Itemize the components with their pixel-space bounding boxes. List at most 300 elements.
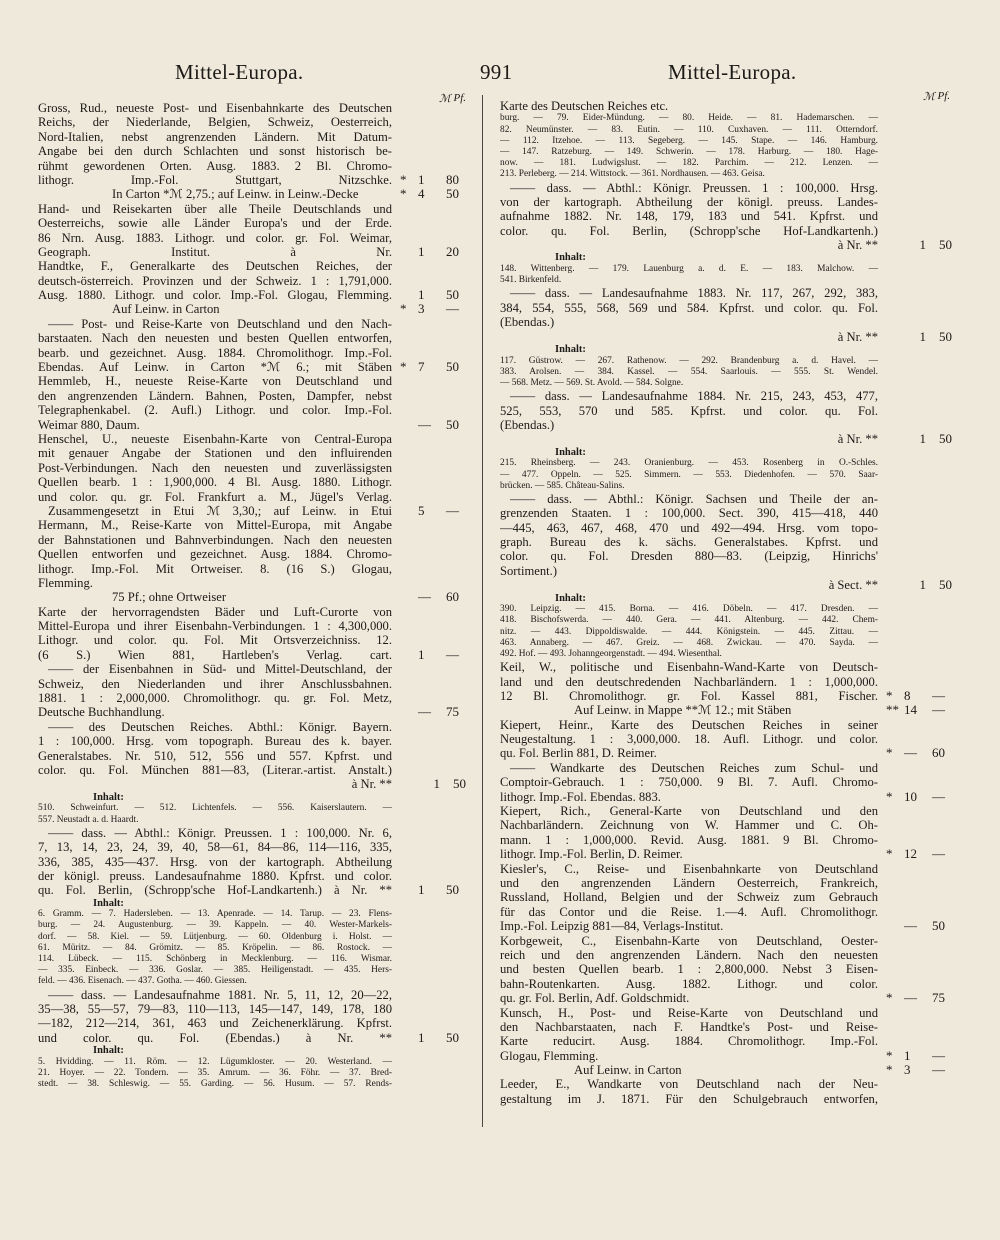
- entry-text: color. qu. Fol. Dresden 880—83. (Leipzig, Hinrichs': [500, 549, 878, 564]
- entry-line: [500, 432, 952, 446]
- contents-label: Inhalt:: [555, 252, 586, 264]
- contents-label: Inhalt:: [555, 446, 586, 458]
- contents-line: [38, 943, 466, 954]
- price: [394, 777, 466, 791]
- right-entries: [500, 99, 952, 1106]
- entry-text: Glogau, Flemming.: [500, 1048, 599, 1063]
- entry-text: — 335. Einbeck. — 336. Goslar. — 385. Heiligenstadt. — 435. Hers-: [38, 965, 392, 976]
- entry-line: [500, 962, 952, 976]
- pf-label: Pf.: [453, 92, 466, 104]
- entry-text: mit genauer Angabe der Stationen und den influirenden: [38, 446, 392, 461]
- price: [394, 187, 466, 201]
- entry-line: [500, 732, 952, 746]
- price-mark-value: 1: [433, 777, 440, 792]
- price-pf-value: 50: [446, 288, 459, 303]
- entry-text: qu. gr. Fol. Berlin, Adf. Goldschmidt.: [500, 991, 690, 1006]
- contents-line: [38, 803, 466, 814]
- entry-text: 525, 553, 570 und 585. Kpfrst. und color. qu. Fol.: [500, 403, 878, 418]
- entry-text: Keil, W., politische und Eisenbahn-Wand-Karte von Deutsch-: [500, 660, 878, 675]
- entry-text: 336, 385, 435—437. Hrsg. von der kartograph. Abtheilung: [38, 854, 392, 869]
- entry-text: Reichs, der Niederlande, Belgien, Schweiz, Oesterreich,: [38, 115, 392, 130]
- price: [394, 288, 466, 302]
- entry-text: 418. Bischofswerda. — 440. Gera. — 441. Altenburg. — 442. Chem-: [500, 615, 878, 626]
- price-mark-value: 1: [418, 288, 425, 303]
- entry-line: [500, 675, 952, 689]
- entry-text: 390. Leipzig. — 415. Borna. — 416. Döbeln. — 417. Dresden. —: [500, 604, 878, 615]
- entry-text: und color. qu. gr. Fol. Frankfurt a. M., Jügel's Verlag.: [38, 489, 392, 504]
- entry-line: [38, 259, 466, 273]
- entry-line: [38, 869, 466, 883]
- entry-line: [500, 224, 952, 238]
- price-mark-value: —: [904, 919, 917, 934]
- entry-text: lithogr. Imp.-Fol. Mit Ortweiser. 8. (16 S.) Glogau,: [38, 561, 392, 576]
- entry-line: [38, 1016, 466, 1030]
- entry-text: —— dass. — Landesaufnahme 1881. Nr. 5, 11, 12, 20—22,: [48, 987, 392, 1002]
- entry-text: lithogr. Imp.-Fol. Ebendas. 883.: [500, 789, 661, 804]
- price-mark: *: [886, 1063, 893, 1078]
- price-mark-value: 10: [904, 789, 917, 804]
- entry-text: Karte reducirt. Ausg. 1884. Chromolithogr. Imp.-Fol.: [500, 1034, 878, 1049]
- entry-line: [38, 633, 466, 647]
- entry-line: [500, 492, 952, 506]
- entry-text: 510. Schweinfurt. — 512. Lichtenfels. — 556. Kaiserslautern. —: [38, 803, 392, 814]
- entry-text: —— dass. — Abthl.: Königr. Sachsen und Theile der an-: [510, 491, 878, 506]
- entry-text: stedt. — 38. Schleswig. — 55. Garding. — 56. Husum. — 57. Rends-: [38, 1079, 392, 1090]
- price-pf-value: 50: [446, 360, 459, 375]
- price-pf-value: 20: [446, 244, 459, 259]
- price: [394, 883, 466, 897]
- entry-text: à Nr. **: [837, 329, 878, 344]
- entry-line: [38, 749, 466, 763]
- price-mark-value: —: [904, 991, 917, 1006]
- pf-label: Pf.: [937, 90, 950, 102]
- contents-label: Inhalt:: [93, 897, 124, 909]
- entry-text: 61. Müritz. — 84. Grömitz. — 85. Kröpelin. — 86. Rostock. —: [38, 942, 392, 953]
- entry-text: Kiepert, Rich., General-Karte von Deutschland und den: [500, 804, 878, 819]
- entry-text: lithogr. Imp.-Fol. Stuttgart, Nitzschke.: [38, 172, 392, 187]
- entry-text: Telegraphenkabel. (2. Aufl.) Lithogr. und color. Imp.-Fol.: [38, 403, 392, 418]
- entry-text: und besten Quellen bearb. 1 : 2,800,000. Nebst 3 Eisen-: [500, 962, 878, 977]
- contents-line: [500, 367, 952, 378]
- contents-label: Inhalt:: [555, 592, 586, 604]
- entry-text: Karte der hervorragendsten Bäder und Luft-Curorte von: [38, 604, 392, 619]
- entry-line: [38, 331, 466, 345]
- entry-line: [38, 374, 466, 388]
- price-mark-value: —: [418, 705, 431, 720]
- entry-text: In Carton *ℳ 2,75.; auf Leinw. in Leinw.-Decke: [112, 187, 359, 202]
- entry-line: [500, 1049, 952, 1063]
- entry-text: qu. Fol. Berlin, (Schropp'sche Hof-Landkartenh.) à Nr. **: [38, 883, 392, 898]
- page-number: 991: [480, 60, 513, 84]
- entry-line: [500, 703, 952, 717]
- entry-line: [500, 578, 952, 592]
- entry-line: [38, 562, 466, 576]
- entry-text: den angrenzenden Ländern. Bahnen, Posten, Dampfer, nebst: [38, 388, 392, 403]
- entry-text: 117. Güstrow. — 267. Rathenow. — 292. Brandenburg a. d. Havel. —: [500, 355, 878, 366]
- entry-text: mann. 1 : 1,000,000. Revid. Ausg. 1881. 9 Bl. Chromo-: [500, 832, 878, 847]
- entry-line: [500, 301, 952, 315]
- entry-line: [38, 101, 466, 115]
- entry-line: [38, 662, 466, 676]
- entry-line: [38, 389, 466, 403]
- entry-text: barstaaten. Nach den neuesten und besten Quellen entworfen,: [38, 331, 392, 346]
- price: [394, 1031, 466, 1045]
- entry-text: reich und den angrenzenden Ländern. Nach den neuesten: [500, 947, 878, 962]
- entry-text: —— dass. — Landesaufnahme 1884. Nr. 215, 243, 453, 477,: [510, 389, 878, 404]
- entry-text: 35—38, 55—57, 79—83, 110—113, 145—147, 149, 178, 180: [38, 1001, 392, 1016]
- entry-text: 148. Wittenberg. — 179. Lauenburg a. d. E. — 183. Malchow. —: [500, 264, 878, 275]
- entry-line: [38, 346, 466, 360]
- entry-text: 215. Rheinsberg. — 243. Oranienburg. — 453. Rosenberg in O.-Schles.: [500, 458, 878, 469]
- price: [394, 360, 466, 374]
- entry-line: [500, 919, 952, 933]
- entry-text: Nord-Italien, nebst angrenzenden Ländern. Mit Datum-: [38, 129, 392, 144]
- entry-line: [38, 734, 466, 748]
- entry-text: Kiesler's, C., Reise- und Eisenbahnkarte von Deutschland: [500, 861, 878, 876]
- entry-text: Gross, Rud., neueste Post- und Eisenbahnkarte des Deutschen: [38, 101, 392, 115]
- price-mark-value: 1: [919, 578, 926, 593]
- entry-line: [38, 988, 466, 1002]
- entry-line: [500, 549, 952, 563]
- entry-text: 213. Perleberg. — 214. Wittstock. — 361. Nordhausen. — 463. Geisa.: [500, 169, 765, 180]
- right-column: [500, 90, 952, 1106]
- entry-text: —— dass. — Abthl.: Königr. Preussen. 1 : 100,000. Nr. 6,: [48, 825, 392, 840]
- entry-text: gestaltung im J. 1871. Für den Schulgebrauch entworfen,: [500, 1091, 878, 1106]
- entry-line: [38, 159, 466, 173]
- entry-line: [38, 475, 466, 489]
- contents-label: Inhalt:: [93, 791, 124, 803]
- price: [880, 238, 952, 252]
- entry-line: [500, 876, 952, 890]
- entry-line: [500, 286, 952, 300]
- entry-line: [500, 948, 952, 962]
- entry-text: Deutsche Buchhandlung.: [38, 705, 165, 720]
- price: [880, 919, 952, 933]
- price-mark: *: [886, 1048, 893, 1063]
- price-pf-value: —: [932, 1063, 945, 1078]
- contents-line: [500, 649, 952, 660]
- price: [394, 648, 466, 662]
- entry-text: von der kartograph. Abtheilung der königl. preuss. Landes-: [500, 194, 878, 209]
- entry-text: Henschel, U., neueste Eisenbahn-Karte von Central-Europa: [38, 431, 392, 446]
- price-mark-value: 3: [904, 1063, 911, 1078]
- entry-text: feld. — 436. Eisenach. — 437. Gotha. — 460. Giessen.: [38, 976, 247, 987]
- entry-line: [500, 689, 952, 703]
- entry-line: [500, 833, 952, 847]
- entry-line: [500, 330, 952, 344]
- price-column-header: [500, 90, 950, 103]
- entry-text: graph. Bureau des k. sächs. Generalstabes. Kpfrst. und: [500, 535, 878, 550]
- entry-text: 541. Birkenfeld.: [500, 275, 562, 286]
- price-pf-value: 75: [932, 991, 945, 1006]
- entry-line: [500, 818, 952, 832]
- price-pf-value: 60: [446, 590, 459, 605]
- price-mark: *: [400, 172, 407, 187]
- price-pf-value: 50: [932, 919, 945, 934]
- contents-line: [500, 136, 952, 147]
- entry-text: 21. Hoyer. — 22. Tondern. — 35. Amrum. — 36. Föhr. — 37. Bred-: [38, 1067, 392, 1078]
- price-pf-value: 75: [446, 705, 459, 720]
- entry-line: [38, 115, 466, 129]
- entry-text: land und den deutschredenden Nachbarländern. 1 : 1,000,000.: [500, 674, 878, 689]
- entry-line: [38, 202, 466, 216]
- price-mark: *: [886, 991, 893, 1006]
- entry-line: [38, 432, 466, 446]
- contents-line: [38, 954, 466, 965]
- entry-text: —— dass. — Landesaufnahme 1883. Nr. 117, 267, 292, 383,: [510, 286, 878, 301]
- entry-line: [38, 518, 466, 532]
- entry-text: — 477. Oppeln. — 525. Simmern. — 553. Diedenhofen. — 570. Saar-: [500, 469, 878, 480]
- entry-text: Mittel-Europa und ihrer Eisenbahn-Verbindungen. 1 : 4,300,000.: [38, 619, 392, 634]
- contents-line: [38, 815, 466, 826]
- entry-line: [500, 238, 952, 252]
- price: [880, 432, 952, 446]
- entry-text: — 112. Itzehoe. — 113. Segeberg. — 145. Stape. — 146. Hamburg.: [500, 135, 878, 146]
- contents-line: [500, 627, 952, 638]
- price-mark-value: 14: [904, 703, 917, 718]
- contents-label: Inhalt:: [555, 344, 586, 355]
- entry-line: [500, 775, 952, 789]
- entry-text: —— dass. — Abthl.: Königr. Preussen. 1 : 100,000. Hrsg.: [510, 180, 878, 195]
- price-mark-value: 4: [418, 187, 425, 202]
- entry-line: [500, 1063, 952, 1077]
- entry-line: [500, 564, 952, 578]
- price-pf-value: 50: [446, 883, 459, 898]
- price-pf-value: 50: [446, 1030, 459, 1045]
- contents-line: [38, 965, 466, 976]
- price-mark-value: 3: [418, 302, 425, 317]
- entry-line: [38, 317, 466, 331]
- price-pf-value: 50: [939, 329, 952, 344]
- price: [880, 847, 952, 861]
- entry-line: [38, 446, 466, 460]
- price-mark-value: 1: [904, 1048, 911, 1063]
- contents-line: [500, 158, 952, 169]
- entry-line: [500, 389, 952, 403]
- entry-text: —182, 212—214, 361, 463 und Zeichenerklärung. Kpfrst.: [38, 1016, 392, 1031]
- entry-text: Quellen entworfen und gezeichnet. Ausg. 1884. Chromo-: [38, 547, 392, 562]
- entry-line: [38, 1031, 466, 1045]
- entry-line: [500, 862, 952, 876]
- entry-text: Hemmleb, H., neueste Reise-Karte von Deutschland und: [38, 374, 392, 389]
- contents-line: [38, 1057, 466, 1068]
- entry-line: [500, 977, 952, 991]
- entry-line: [500, 660, 952, 674]
- entry-text: Auf Leinw. in Mappe **ℳ 12.; mit Stäben: [574, 703, 792, 718]
- entry-text: 5. Hvidding. — 11. Röm. — 12. Lügumkloster. — 20. Westerland. —: [38, 1056, 392, 1067]
- price: [394, 302, 466, 316]
- entry-line: [500, 790, 952, 804]
- entry-text: der königl. preuss. Landesaufnahme 1880. Kpfrst. und color.: [38, 868, 392, 883]
- entry-line: [38, 705, 466, 719]
- price: [394, 245, 466, 259]
- contents-line: [500, 481, 952, 492]
- entry-line: [38, 403, 466, 417]
- entry-line: [38, 547, 466, 561]
- entry-text: —— der Eisenbahnen in Süd- und Mittel-Deutschland, der: [48, 662, 392, 677]
- entry-text: 383. Arolsen. — 384. Kassel. — 554. Saarlouis. — 555. St. Wendel.: [500, 366, 878, 377]
- price-mark-value: —: [904, 746, 917, 761]
- entry-line: [500, 1092, 952, 1106]
- entry-line: [500, 404, 952, 418]
- entry-text: aufnahme 1882. Nr. 148, 179, 183 und 541. Kpfrst. und: [500, 209, 878, 224]
- entry-text: Angabe bei den durch Schlachten und sonst historisch be-: [38, 144, 392, 159]
- entry-text: burg. — 79. Eider-Mündung. — 80. Heide. — 81. Hademarschen. —: [500, 113, 878, 124]
- entry-line: [38, 1002, 466, 1016]
- entry-line: [38, 720, 466, 734]
- contents-line: [500, 264, 952, 275]
- running-head-left: Mittel-Europa.: [175, 60, 304, 84]
- entry-line: [500, 847, 952, 861]
- entry-text: — 568. Metz. — 569. St. Avold. — 584. Solgne.: [500, 377, 684, 388]
- column-divider: [482, 95, 483, 1127]
- entry-line: [38, 360, 466, 374]
- price-mark: *: [400, 360, 407, 375]
- entry-text: 557. Neustadt a. d. Haardt.: [38, 814, 139, 825]
- entry-text: Neugestaltung. 1 : 3,000,000. 18. Aufl. Lithogr. und color.: [500, 732, 878, 747]
- entry-line: [38, 245, 466, 259]
- contents-line: [500, 169, 952, 180]
- entry-line: [500, 905, 952, 919]
- entry-text: à Sect. **: [828, 578, 878, 593]
- entry-text: Hand- und Reisekarten über alle Theile Deutschlands und: [38, 201, 392, 216]
- price-mark: *: [886, 789, 893, 804]
- contents-line: [500, 113, 952, 124]
- entry-line: [38, 883, 466, 897]
- entry-text: Sortiment.): [500, 563, 558, 578]
- entry-text: 6. Gramm. — 7. Hadersleben. — 13. Apenrade. — 14. Tarup. — 23. Flens-: [38, 909, 392, 920]
- mark-symbol: ℳ: [922, 91, 935, 103]
- price-mark-value: 12: [904, 847, 917, 862]
- entry-text: Post-Verbindungen. Nach den neuesten und zuverlässigsten: [38, 460, 392, 475]
- price-mark: *: [886, 688, 893, 703]
- entry-text: 384, 554, 555, 568, 569 und 584. Kpfrst. und color. qu. Fol.: [500, 300, 878, 315]
- entry-text: 7, 13, 14, 23, 24, 39, 40, 58—61, 84—86, 114—116, 335,: [38, 840, 392, 855]
- contents-label: Inhalt:: [93, 1045, 124, 1057]
- entry-text: Leeder, E., Wandkarte von Deutschland nach der Neu-: [500, 1077, 878, 1092]
- entry-text: — 147. Ratzeburg. — 149. Schwerin. — 178. Harburg. — 180. Hage-: [500, 146, 878, 157]
- price: [880, 703, 952, 717]
- entry-text: —— Wandkarte des Deutschen Reiches zum Schul- und: [510, 760, 878, 775]
- entry-text: color. qu. Fol. Berlin, (Schropp'sche Hof-Landkartenh.): [500, 223, 878, 238]
- price-mark-value: 1: [919, 329, 926, 344]
- price-mark: *: [400, 302, 407, 317]
- price-pf-value: 50: [939, 238, 952, 253]
- contents-line: [38, 909, 466, 920]
- entry-line: [38, 855, 466, 869]
- contents-line: [500, 125, 952, 136]
- price-mark-value: —: [418, 590, 431, 605]
- price-pf-value: 50: [939, 578, 952, 593]
- price-mark-value: 1: [418, 1030, 425, 1045]
- entry-text: Imp.-Fol. Leipzig 881—84, Verlags-Institut.: [500, 919, 724, 934]
- price: [880, 1049, 952, 1063]
- price-mark: *: [886, 847, 893, 862]
- price: [880, 1063, 952, 1077]
- entry-text: für das Contor und die Reise. 1.—4. Aufl. Chromolithogr.: [500, 904, 878, 919]
- price: [880, 746, 952, 760]
- entry-text: bearb. und gezeichnet. Ausg. 1884. Chromolithogr. Imp.-Fol.: [38, 345, 392, 360]
- price-mark-value: 1: [418, 883, 425, 898]
- entry-text: Kunsch, H., Post- und Reise-Karte von Deutschland und: [500, 1005, 878, 1020]
- price-pf-value: —: [446, 503, 459, 518]
- entry-text: 12 Bl. Chromolithogr. gr. Fol. Kassel 881, Fischer.: [500, 688, 878, 703]
- price: [394, 504, 466, 518]
- entry-text: Generalstabes. Nr. 510, 512, 556 und 557. Kpfrst. und: [38, 748, 392, 763]
- contents-line: [500, 356, 952, 367]
- entry-text: rühmt gewordenen Orten. Ausg. 1883. 2 Bl. Chromo-: [38, 158, 392, 173]
- price-mark: *: [400, 187, 407, 202]
- price-pf-value: —: [446, 302, 459, 317]
- contents-line: [500, 638, 952, 649]
- entry-text: der Bahnstationen und Bahnverbindungen. Nach den neuesten: [38, 532, 392, 547]
- contents-line: [500, 458, 952, 469]
- entry-line: [500, 934, 952, 948]
- entry-text: 1 : 100,000. Hrsg. vom topograph. Bureau des k. bayer.: [38, 734, 392, 749]
- contents-line: [38, 976, 466, 987]
- entry-text: nitz. — 443. Dippoldiswalde. — 444. Königstein. — 445. Zittau. —: [500, 626, 878, 637]
- entry-line: [38, 777, 466, 791]
- entry-text: Kiepert, Heinr., Karte des Deutschen Reiches in seiner: [500, 717, 878, 732]
- entry-line: [500, 99, 952, 113]
- price: [880, 790, 952, 804]
- entry-line: [38, 144, 466, 158]
- entry-text: Handtke, F., Generalkarte des Deutschen Reiches, der: [38, 259, 392, 274]
- entry-text: Auf Leinw. in Carton: [112, 302, 220, 317]
- price-pf-value: 50: [446, 417, 459, 432]
- entry-text: Auf Leinw. in Carton: [574, 1063, 682, 1078]
- entry-text: Lithogr. und color. qu. Fol. Mit Ortsverzeichniss. 12.: [38, 633, 392, 648]
- contents-line: [500, 378, 952, 389]
- price-mark-value: 1: [919, 238, 926, 253]
- price-pf-value: —: [932, 1048, 945, 1063]
- price: [394, 418, 466, 432]
- entry-line: [500, 761, 952, 775]
- price-mark-value: 5: [418, 503, 425, 518]
- entry-text: à Nr. **: [837, 432, 878, 447]
- entry-line: [38, 590, 466, 604]
- price-pf-value: 60: [932, 746, 945, 761]
- entry-line: [500, 195, 952, 209]
- entry-line: [38, 216, 466, 230]
- contents-line: [500, 470, 952, 481]
- price-mark-value: —: [418, 417, 431, 432]
- entry-text: Weimar 880, Daum.: [38, 417, 140, 432]
- entry-line: [500, 181, 952, 195]
- entry-text: burg. — 24. Augustenburg. — 39. Kappeln. — 40. Wester-Markels-: [38, 920, 392, 931]
- contents-line: [38, 932, 466, 943]
- entry-line: [500, 1006, 952, 1020]
- price-mark-value: 1: [418, 244, 425, 259]
- entry-line: [500, 521, 952, 535]
- entry-text: color. qu. Fol. München 881—83, (Literar.-artist. Anstalt.): [38, 762, 392, 777]
- entry-line: [38, 605, 466, 619]
- entry-text: bahn-Routenkarten. Ausg. 1882. Lithogr. und color.: [500, 976, 878, 991]
- entry-text: 75 Pf.; ohne Ortweiser: [112, 590, 227, 605]
- entry-text: lithogr. Imp.-Fol. Berlin, D. Reimer.: [500, 847, 683, 862]
- entry-line: [38, 677, 466, 691]
- entry-line: [38, 648, 466, 662]
- entry-text: —445, 463, 467, 468, 470 und 492—494. Hrsg. vom topo-: [500, 520, 878, 535]
- price: [880, 330, 952, 344]
- entry-text: grenzenden Staaten. 1 : 100,000. Sect. 390, 415—418, 440: [500, 506, 878, 521]
- entry-line: [38, 274, 466, 288]
- price: [880, 991, 952, 1005]
- entry-line: [38, 576, 466, 590]
- entry-text: Geograph. Institut. à Nr.: [38, 244, 392, 259]
- entry-line: [38, 840, 466, 854]
- entry-text: deutsch-österreich. Provinzen und der Schweiz. 1 : 1,791,000.: [38, 273, 392, 288]
